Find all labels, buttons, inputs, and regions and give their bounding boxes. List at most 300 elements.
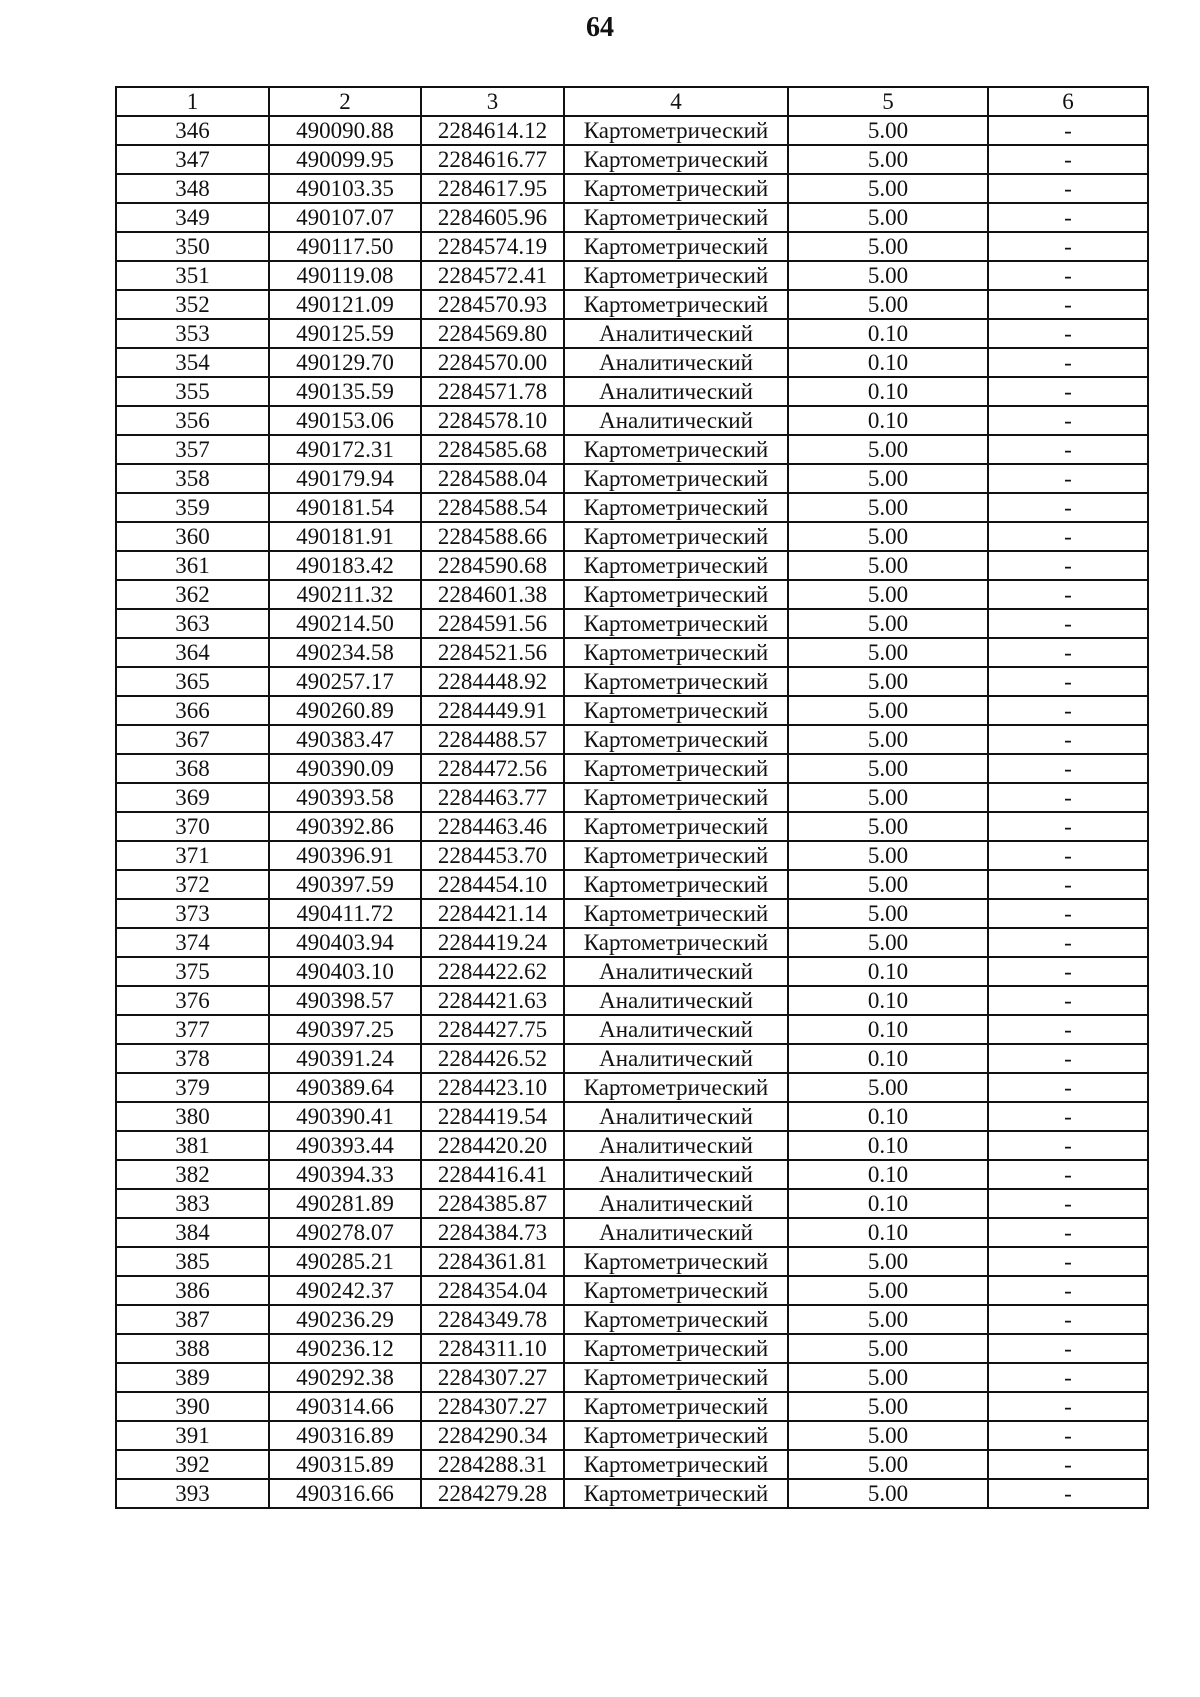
accuracy-cell: 5.00 [788, 1073, 988, 1102]
y-coordinate-cell: 2284361.81 [421, 1247, 564, 1276]
accuracy-cell: 5.00 [788, 1276, 988, 1305]
table-row [116, 1334, 1148, 1363]
column-header-1: 1 [116, 87, 269, 116]
accuracy-cell: 0.10 [788, 1131, 988, 1160]
table-row [116, 638, 1148, 667]
note-cell: - [988, 957, 1148, 986]
x-coordinate-cell: 490107.07 [269, 203, 421, 232]
point-number-cell: 377 [116, 1015, 269, 1044]
x-coordinate-cell: 490181.54 [269, 493, 421, 522]
accuracy-cell: 0.10 [788, 1189, 988, 1218]
y-coordinate-cell: 2284585.68 [421, 435, 564, 464]
note-cell: - [988, 696, 1148, 725]
note-cell: - [988, 1102, 1148, 1131]
point-number-cell: 383 [116, 1189, 269, 1218]
table-row [116, 464, 1148, 493]
method-cell: Картометрический [564, 754, 788, 783]
x-coordinate-cell: 490411.72 [269, 899, 421, 928]
method-cell: Аналитический [564, 377, 788, 406]
x-coordinate-cell: 490236.29 [269, 1305, 421, 1334]
y-coordinate-cell: 2284614.12 [421, 116, 564, 145]
x-coordinate-cell: 490383.47 [269, 725, 421, 754]
note-cell: - [988, 319, 1148, 348]
y-coordinate-cell: 2284590.68 [421, 551, 564, 580]
x-coordinate-cell: 490392.86 [269, 812, 421, 841]
table-row [116, 1305, 1148, 1334]
note-cell: - [988, 261, 1148, 290]
y-coordinate-cell: 2284288.31 [421, 1450, 564, 1479]
point-number-cell: 352 [116, 290, 269, 319]
x-coordinate-cell: 490393.58 [269, 783, 421, 812]
method-cell: Картометрический [564, 1479, 788, 1508]
table-row [116, 406, 1148, 435]
y-coordinate-cell: 2284454.10 [421, 870, 564, 899]
table-row [116, 1276, 1148, 1305]
y-coordinate-cell: 2284427.75 [421, 1015, 564, 1044]
coordinates-table [115, 86, 1149, 1509]
point-number-cell: 348 [116, 174, 269, 203]
table-row [116, 580, 1148, 609]
note-cell: - [988, 435, 1148, 464]
accuracy-cell: 5.00 [788, 116, 988, 145]
method-cell: Картометрический [564, 725, 788, 754]
point-number-cell: 385 [116, 1247, 269, 1276]
x-coordinate-cell: 490397.59 [269, 870, 421, 899]
method-cell: Картометрический [564, 1392, 788, 1421]
x-coordinate-cell: 490103.35 [269, 174, 421, 203]
table-row [116, 232, 1148, 261]
point-number-cell: 350 [116, 232, 269, 261]
point-number-cell: 387 [116, 1305, 269, 1334]
table-row [116, 1131, 1148, 1160]
accuracy-cell: 5.00 [788, 145, 988, 174]
column-header-4: 4 [564, 87, 788, 116]
point-number-cell: 369 [116, 783, 269, 812]
point-number-cell: 381 [116, 1131, 269, 1160]
point-number-cell: 375 [116, 957, 269, 986]
note-cell: - [988, 1073, 1148, 1102]
y-coordinate-cell: 2284426.52 [421, 1044, 564, 1073]
accuracy-cell: 5.00 [788, 1247, 988, 1276]
note-cell: - [988, 986, 1148, 1015]
note-cell: - [988, 928, 1148, 957]
note-cell: - [988, 725, 1148, 754]
note-cell: - [988, 580, 1148, 609]
x-coordinate-cell: 490391.24 [269, 1044, 421, 1073]
note-cell: - [988, 1247, 1148, 1276]
table-row [116, 1102, 1148, 1131]
note-cell: - [988, 812, 1148, 841]
accuracy-cell: 5.00 [788, 1421, 988, 1450]
note-cell: - [988, 783, 1148, 812]
y-coordinate-cell: 2284449.91 [421, 696, 564, 725]
y-coordinate-cell: 2284354.04 [421, 1276, 564, 1305]
accuracy-cell: 0.10 [788, 377, 988, 406]
y-coordinate-cell: 2284311.10 [421, 1334, 564, 1363]
x-coordinate-cell: 490242.37 [269, 1276, 421, 1305]
y-coordinate-cell: 2284616.77 [421, 145, 564, 174]
table-row [116, 290, 1148, 319]
y-coordinate-cell: 2284307.27 [421, 1363, 564, 1392]
table-row [116, 1218, 1148, 1247]
table-row [116, 348, 1148, 377]
y-coordinate-cell: 2284423.10 [421, 1073, 564, 1102]
x-coordinate-cell: 490316.66 [269, 1479, 421, 1508]
method-cell: Картометрический [564, 1363, 788, 1392]
page-number: 64 [586, 12, 614, 43]
table-row [116, 522, 1148, 551]
table-row [116, 1392, 1148, 1421]
x-coordinate-cell: 490390.09 [269, 754, 421, 783]
method-cell: Картометрический [564, 696, 788, 725]
y-coordinate-cell: 2284571.78 [421, 377, 564, 406]
method-cell: Аналитический [564, 1102, 788, 1131]
method-cell: Картометрический [564, 812, 788, 841]
note-cell: - [988, 1392, 1148, 1421]
y-coordinate-cell: 2284349.78 [421, 1305, 564, 1334]
point-number-cell: 392 [116, 1450, 269, 1479]
accuracy-cell: 5.00 [788, 1450, 988, 1479]
x-coordinate-cell: 490135.59 [269, 377, 421, 406]
method-cell: Картометрический [564, 1276, 788, 1305]
x-coordinate-cell: 490236.12 [269, 1334, 421, 1363]
accuracy-cell: 5.00 [788, 1479, 988, 1508]
x-coordinate-cell: 490393.44 [269, 1131, 421, 1160]
y-coordinate-cell: 2284463.77 [421, 783, 564, 812]
x-coordinate-cell: 490394.33 [269, 1160, 421, 1189]
table-row [116, 377, 1148, 406]
method-cell: Картометрический [564, 261, 788, 290]
method-cell: Картометрический [564, 899, 788, 928]
x-coordinate-cell: 490234.58 [269, 638, 421, 667]
x-coordinate-cell: 490179.94 [269, 464, 421, 493]
method-cell: Картометрический [564, 1450, 788, 1479]
x-coordinate-cell: 490181.91 [269, 522, 421, 551]
column-header-3: 3 [421, 87, 564, 116]
method-cell: Картометрический [564, 841, 788, 870]
table-row [116, 1421, 1148, 1450]
point-number-cell: 355 [116, 377, 269, 406]
y-coordinate-cell: 2284578.10 [421, 406, 564, 435]
accuracy-cell: 0.10 [788, 1044, 988, 1073]
accuracy-cell: 5.00 [788, 667, 988, 696]
method-cell: Аналитический [564, 1044, 788, 1073]
note-cell: - [988, 290, 1148, 319]
y-coordinate-cell: 2284570.93 [421, 290, 564, 319]
point-number-cell: 359 [116, 493, 269, 522]
x-coordinate-cell: 490396.91 [269, 841, 421, 870]
point-number-cell: 349 [116, 203, 269, 232]
column-header-6: 6 [988, 87, 1148, 116]
method-cell: Аналитический [564, 1015, 788, 1044]
point-number-cell: 370 [116, 812, 269, 841]
y-coordinate-cell: 2284448.92 [421, 667, 564, 696]
note-cell: - [988, 1015, 1148, 1044]
y-coordinate-cell: 2284419.24 [421, 928, 564, 957]
method-cell: Картометрический [564, 203, 788, 232]
accuracy-cell: 5.00 [788, 928, 988, 957]
x-coordinate-cell: 490214.50 [269, 609, 421, 638]
y-coordinate-cell: 2284419.54 [421, 1102, 564, 1131]
table-row [116, 435, 1148, 464]
method-cell: Картометрический [564, 1305, 788, 1334]
y-coordinate-cell: 2284574.19 [421, 232, 564, 261]
table-row [116, 319, 1148, 348]
x-coordinate-cell: 490211.32 [269, 580, 421, 609]
y-coordinate-cell: 2284279.28 [421, 1479, 564, 1508]
note-cell: - [988, 754, 1148, 783]
method-cell: Аналитический [564, 986, 788, 1015]
x-coordinate-cell: 490403.10 [269, 957, 421, 986]
accuracy-cell: 0.10 [788, 1102, 988, 1131]
note-cell: - [988, 1479, 1148, 1508]
note-cell: - [988, 203, 1148, 232]
point-number-cell: 374 [116, 928, 269, 957]
y-coordinate-cell: 2284422.62 [421, 957, 564, 986]
x-coordinate-cell: 490390.41 [269, 1102, 421, 1131]
column-header-2: 2 [269, 87, 421, 116]
point-number-cell: 382 [116, 1160, 269, 1189]
note-cell: - [988, 377, 1148, 406]
table-row [116, 696, 1148, 725]
method-cell: Аналитический [564, 1218, 788, 1247]
note-cell: - [988, 551, 1148, 580]
note-cell: - [988, 667, 1148, 696]
x-coordinate-cell: 490281.89 [269, 1189, 421, 1218]
y-coordinate-cell: 2284421.63 [421, 986, 564, 1015]
point-number-cell: 384 [116, 1218, 269, 1247]
note-cell: - [988, 1044, 1148, 1073]
method-cell: Картометрический [564, 1247, 788, 1276]
y-coordinate-cell: 2284385.87 [421, 1189, 564, 1218]
x-coordinate-cell: 490285.21 [269, 1247, 421, 1276]
method-cell: Картометрический [564, 145, 788, 174]
note-cell: - [988, 1421, 1148, 1450]
accuracy-cell: 5.00 [788, 783, 988, 812]
table-row [116, 1450, 1148, 1479]
accuracy-cell: 0.10 [788, 1160, 988, 1189]
table-row [116, 261, 1148, 290]
note-cell: - [988, 609, 1148, 638]
note-cell: - [988, 1450, 1148, 1479]
method-cell: Картометрический [564, 290, 788, 319]
y-coordinate-cell: 2284601.38 [421, 580, 564, 609]
note-cell: - [988, 638, 1148, 667]
accuracy-cell: 5.00 [788, 435, 988, 464]
method-cell: Картометрический [564, 232, 788, 261]
table-row [116, 116, 1148, 145]
accuracy-cell: 5.00 [788, 493, 988, 522]
note-cell: - [988, 841, 1148, 870]
point-number-cell: 358 [116, 464, 269, 493]
method-cell: Картометрический [564, 435, 788, 464]
point-number-cell: 356 [116, 406, 269, 435]
table-row [116, 725, 1148, 754]
table-row [116, 203, 1148, 232]
point-number-cell: 357 [116, 435, 269, 464]
accuracy-cell: 5.00 [788, 1363, 988, 1392]
note-cell: - [988, 1218, 1148, 1247]
note-cell: - [988, 899, 1148, 928]
method-cell: Картометрический [564, 783, 788, 812]
accuracy-cell: 0.10 [788, 319, 988, 348]
point-number-cell: 360 [116, 522, 269, 551]
note-cell: - [988, 1305, 1148, 1334]
y-coordinate-cell: 2284617.95 [421, 174, 564, 203]
point-number-cell: 364 [116, 638, 269, 667]
point-number-cell: 346 [116, 116, 269, 145]
accuracy-cell: 5.00 [788, 203, 988, 232]
y-coordinate-cell: 2284384.73 [421, 1218, 564, 1247]
x-coordinate-cell: 490153.06 [269, 406, 421, 435]
x-coordinate-cell: 490090.88 [269, 116, 421, 145]
x-coordinate-cell: 490316.89 [269, 1421, 421, 1450]
method-cell: Картометрический [564, 464, 788, 493]
accuracy-cell: 0.10 [788, 986, 988, 1015]
y-coordinate-cell: 2284588.54 [421, 493, 564, 522]
method-cell: Картометрический [564, 1334, 788, 1363]
point-number-cell: 378 [116, 1044, 269, 1073]
y-coordinate-cell: 2284307.27 [421, 1392, 564, 1421]
accuracy-cell: 5.00 [788, 754, 988, 783]
x-coordinate-cell: 490389.64 [269, 1073, 421, 1102]
accuracy-cell: 5.00 [788, 464, 988, 493]
note-cell: - [988, 1276, 1148, 1305]
note-cell: - [988, 464, 1148, 493]
table-row [116, 609, 1148, 638]
x-coordinate-cell: 490278.07 [269, 1218, 421, 1247]
accuracy-cell: 0.10 [788, 1218, 988, 1247]
y-coordinate-cell: 2284453.70 [421, 841, 564, 870]
note-cell: - [988, 348, 1148, 377]
point-number-cell: 365 [116, 667, 269, 696]
x-coordinate-cell: 490121.09 [269, 290, 421, 319]
table-row [116, 986, 1148, 1015]
method-cell: Аналитический [564, 406, 788, 435]
table-row [116, 551, 1148, 580]
x-coordinate-cell: 490172.31 [269, 435, 421, 464]
y-coordinate-cell: 2284569.80 [421, 319, 564, 348]
point-number-cell: 366 [116, 696, 269, 725]
x-coordinate-cell: 490397.25 [269, 1015, 421, 1044]
accuracy-cell: 0.10 [788, 1015, 988, 1044]
point-number-cell: 361 [116, 551, 269, 580]
y-coordinate-cell: 2284463.46 [421, 812, 564, 841]
x-coordinate-cell: 490260.89 [269, 696, 421, 725]
point-number-cell: 362 [116, 580, 269, 609]
accuracy-cell: 5.00 [788, 174, 988, 203]
point-number-cell: 373 [116, 899, 269, 928]
point-number-cell: 390 [116, 1392, 269, 1421]
accuracy-cell: 5.00 [788, 261, 988, 290]
method-cell: Картометрический [564, 493, 788, 522]
y-coordinate-cell: 2284588.04 [421, 464, 564, 493]
table-row [116, 1189, 1148, 1218]
point-number-cell: 391 [116, 1421, 269, 1450]
table-row [116, 145, 1148, 174]
y-coordinate-cell: 2284591.56 [421, 609, 564, 638]
table-row [116, 1073, 1148, 1102]
point-number-cell: 353 [116, 319, 269, 348]
accuracy-cell: 5.00 [788, 841, 988, 870]
note-cell: - [988, 116, 1148, 145]
point-number-cell: 367 [116, 725, 269, 754]
method-cell: Картометрический [564, 116, 788, 145]
x-coordinate-cell: 490125.59 [269, 319, 421, 348]
x-coordinate-cell: 490398.57 [269, 986, 421, 1015]
y-coordinate-cell: 2284416.41 [421, 1160, 564, 1189]
accuracy-cell: 5.00 [788, 290, 988, 319]
table-row [116, 1160, 1148, 1189]
method-cell: Аналитический [564, 1189, 788, 1218]
point-number-cell: 389 [116, 1363, 269, 1392]
y-coordinate-cell: 2284588.66 [421, 522, 564, 551]
note-cell: - [988, 1363, 1148, 1392]
point-number-cell: 363 [116, 609, 269, 638]
accuracy-cell: 5.00 [788, 812, 988, 841]
accuracy-cell: 5.00 [788, 1392, 988, 1421]
y-coordinate-cell: 2284472.56 [421, 754, 564, 783]
y-coordinate-cell: 2284421.14 [421, 899, 564, 928]
method-cell: Картометрический [564, 667, 788, 696]
method-cell: Картометрический [564, 551, 788, 580]
x-coordinate-cell: 490314.66 [269, 1392, 421, 1421]
point-number-cell: 347 [116, 145, 269, 174]
y-coordinate-cell: 2284605.96 [421, 203, 564, 232]
table-row [116, 1015, 1148, 1044]
column-header-5: 5 [788, 87, 988, 116]
x-coordinate-cell: 490315.89 [269, 1450, 421, 1479]
method-cell: Картометрический [564, 609, 788, 638]
note-cell: - [988, 1334, 1148, 1363]
y-coordinate-cell: 2284290.34 [421, 1421, 564, 1450]
method-cell: Картометрический [564, 638, 788, 667]
note-cell: - [988, 145, 1148, 174]
table-row [116, 812, 1148, 841]
note-cell: - [988, 174, 1148, 203]
x-coordinate-cell: 490117.50 [269, 232, 421, 261]
table-row [116, 493, 1148, 522]
table-row [116, 667, 1148, 696]
point-number-cell: 386 [116, 1276, 269, 1305]
point-number-cell: 380 [116, 1102, 269, 1131]
x-coordinate-cell: 490403.94 [269, 928, 421, 957]
point-number-cell: 393 [116, 1479, 269, 1508]
table-body [116, 116, 1148, 1508]
table-row [116, 841, 1148, 870]
x-coordinate-cell: 490099.95 [269, 145, 421, 174]
y-coordinate-cell: 2284420.20 [421, 1131, 564, 1160]
point-number-cell: 388 [116, 1334, 269, 1363]
note-cell: - [988, 493, 1148, 522]
accuracy-cell: 5.00 [788, 609, 988, 638]
accuracy-cell: 5.00 [788, 232, 988, 261]
table-row [116, 957, 1148, 986]
accuracy-cell: 5.00 [788, 580, 988, 609]
accuracy-cell: 5.00 [788, 522, 988, 551]
x-coordinate-cell: 490129.70 [269, 348, 421, 377]
accuracy-cell: 5.00 [788, 899, 988, 928]
table-row [116, 1479, 1148, 1508]
note-cell: - [988, 232, 1148, 261]
table-row [116, 1247, 1148, 1276]
accuracy-cell: 5.00 [788, 725, 988, 754]
point-number-cell: 354 [116, 348, 269, 377]
note-cell: - [988, 1189, 1148, 1218]
accuracy-cell: 5.00 [788, 696, 988, 725]
table-row [116, 870, 1148, 899]
table-row [116, 899, 1148, 928]
